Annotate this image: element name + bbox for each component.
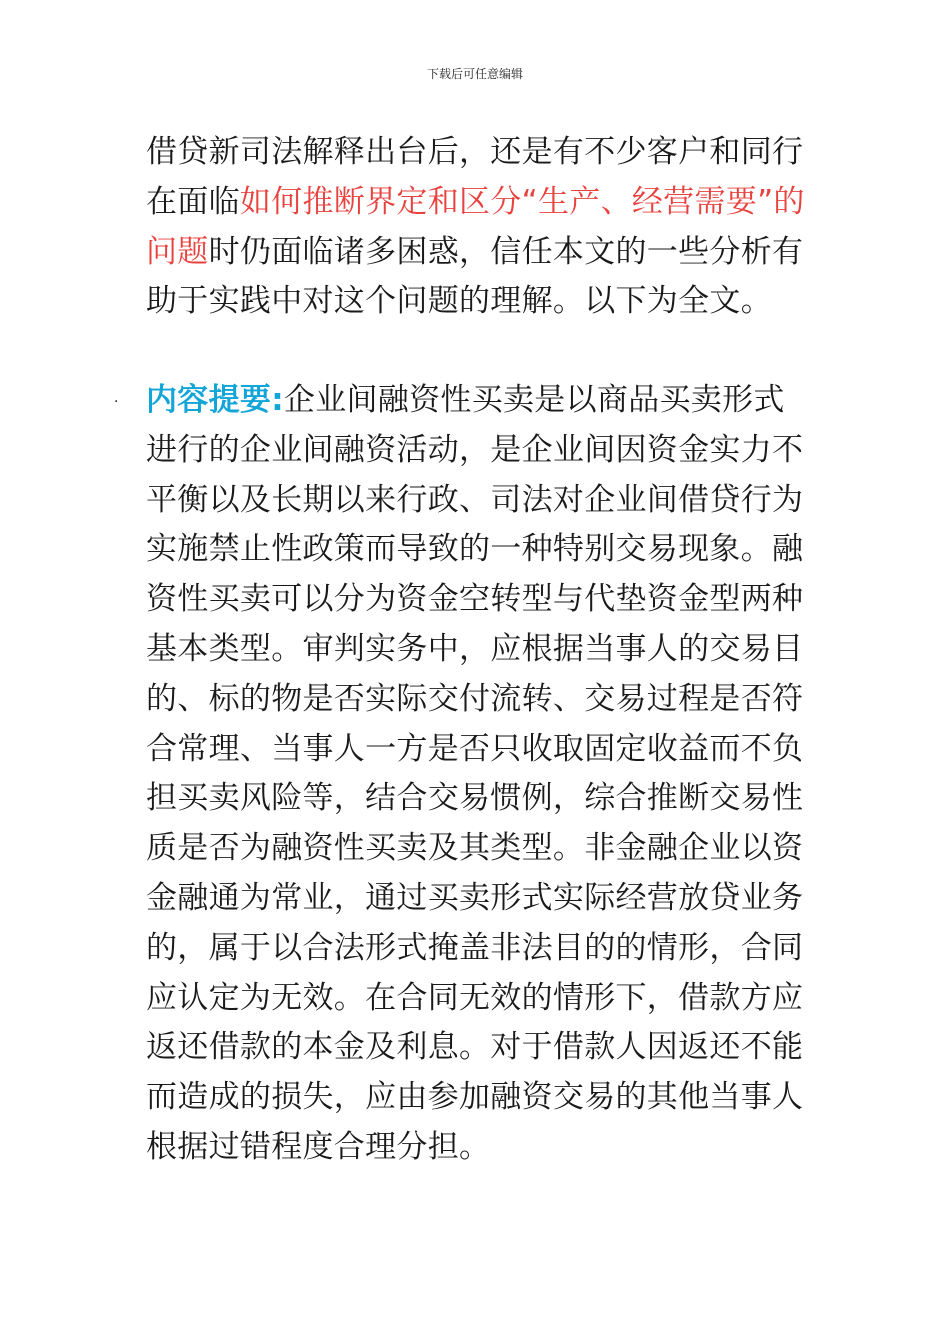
intro-text-after: 时仍面临诸多困惑，信任本文的一些分析有助于实践中对这个问题的理解。以下为全文。 [146,233,804,320]
intro-highlight: 如何推断界定和区分“生产、经营需要”的问题 [146,183,805,270]
summary-paragraph [146,376,814,1173]
intro-text-before: 借贷新司法解释出台后，还是有不少客户和同行在面临 [146,134,804,220]
page-header-note: 下载后可任意编辑 [426,67,523,81]
summary-label: 内容提要: [146,382,284,418]
summary-text: 企业间融资性买卖是以商品买卖形式进行的企业间融资活动，是企业间因资金实力不平衡以及长期以来行政、司法对企业间借贷行为实施禁止性政策而导致的一种特别交易现象。融资性买卖可以分为资金空转型与代垫资金型两种基本类型。审判实务中，应根据当事人的交易目的、标的物是否实际交付流转、交易过程是否符合常理、当事人一方是否只收取固定收益而不负担买卖风险等，结合交易惯例，综合推断交易性质是否为融资性买卖及其类型。非金融企业以资金融通为常业，通过买卖形式实际经营放贷业务的，属于以合法形式掩盖非法目的的情形，合同应认定为无效。在合同无效的情形下，借款方应返还借款的本金及利息。对于借款人因返还不能而造成的损失，应由参加融资交易的其他当事人根据过错程度合理分担。 [146,382,804,1165]
intro-paragraph [146,128,814,327]
summary-bullet: · [114,394,119,410]
